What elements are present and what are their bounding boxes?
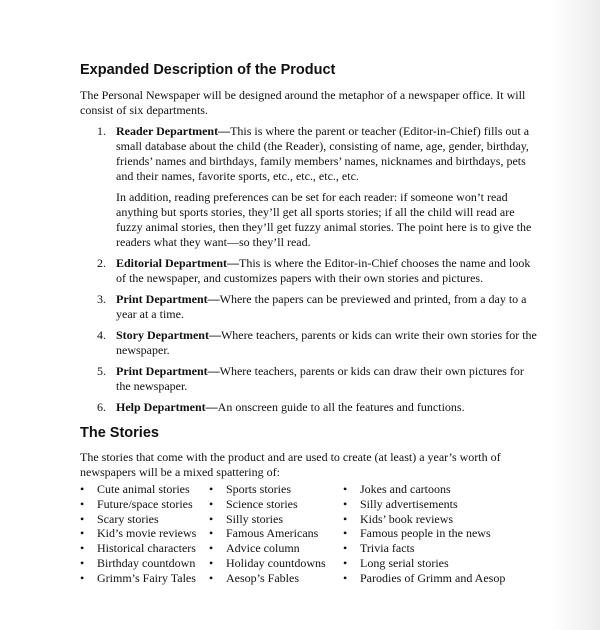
stories-column-3 [343,482,506,586]
story-label: Parodies of Grimm and Aesop [360,570,506,585]
story-item [80,571,209,586]
department-text: Where teachers, parents or kids can draw their own pictures for the newspaper. [116,364,524,393]
department-item [80,292,540,322]
story-item [80,497,209,512]
department-item [80,124,540,250]
departments-list [80,124,540,415]
story-label: Birthday countdown [97,555,196,570]
department-text: Where teachers, parents or kids can write their own stories for the newspaper. [116,328,537,357]
bullet-icon: • [343,555,348,570]
department-extra: In addition, reading preferences can be set for each reader: if someone won’t read anything but sports stories, they’ll get all sports stories; if all the child will read are fuzzy animal stories, then they’ll get fuzzy animal stories. The point here is to give the readers what they want—so they’ll read. [116,190,532,249]
department-text: This is where the parent or teacher (Editor-in-Chief) fills out a small database about the child (the Reader), consisting of name, age, gender, birthday, friends’ names and birthdays, family members’ names, nicknames and birthdays, pets and their names, favorite sports, etc., etc., etc., etc. [116,124,530,183]
department-title: Print Department— [116,364,220,378]
bullet-icon: • [209,482,214,496]
story-item [80,512,209,527]
department-number: 5. [97,364,106,378]
department-text: This is where the Editor-in-Chief chooses the name and look of the newspaper, and customizes papers with their own stories and pictures. [116,256,531,285]
story-label: Science stories [226,496,298,511]
stories-column-1 [80,482,209,586]
story-label: Historical characters [97,541,196,556]
stories-intro: The stories that come with the product and are used to create (at least) a year’s worth of newspapers will be a mixed spattering of: [80,450,501,479]
story-label: Long serial stories [360,555,449,570]
department-title: Story Department— [116,328,221,342]
section-heading-product: Expanded Description of the Product [80,62,336,78]
story-label: Advice column [226,541,300,556]
story-label: Famous people in the news [360,526,491,541]
department-item [80,400,540,415]
story-item [343,570,506,586]
story-label: Kid’s movie reviews [97,526,197,541]
story-label: Kids’ book reviews [360,511,454,526]
story-item [209,526,343,541]
bullet-icon: • [80,496,85,511]
bullet-icon: • [80,511,85,526]
department-text: Where the papers can be previewed and printed, from a day to a year at a time. [116,292,527,321]
story-label: Trivia facts [360,541,415,556]
bullet-icon: • [209,526,214,541]
stories-columns [80,482,540,586]
bullet-icon: • [80,482,85,496]
stories-column-2 [209,482,343,586]
story-item [343,556,503,571]
department-title: Help Department— [116,400,218,414]
department-item [80,364,540,394]
bullet-icon: • [209,555,214,570]
story-item [80,556,209,571]
story-label: Famous Americans [226,526,319,541]
bullet-icon: • [343,541,348,556]
bullet-icon: • [343,570,348,585]
bullet-icon: • [80,570,85,585]
department-title: Print Department— [116,292,220,306]
story-label: Sports stories [226,482,292,496]
story-label: Silly stories [226,511,284,526]
story-item [80,526,209,541]
story-item [209,571,343,586]
department-number: 6. [97,400,106,414]
story-item [343,497,503,512]
story-label: Holiday countdowns [226,555,326,570]
story-label: Jokes and cartoons [360,482,451,496]
product-intro: The Personal Newspaper will be designed around the metaphor of a newspaper office. It will consist of six departments. [80,88,526,117]
bullet-icon: • [343,496,348,511]
story-label: Silly advertisements [360,496,458,511]
department-number: 1. [97,124,106,138]
department-number: 4. [97,328,106,342]
department-item [80,328,540,358]
department-number: 3. [97,292,106,306]
story-label: Grimm’s Fairy Tales [97,570,196,585]
department-title: Editorial Department— [116,256,239,270]
story-item [343,526,503,541]
story-label: Scary stories [97,511,159,526]
bullet-icon: • [209,570,214,585]
bullet-icon: • [209,511,214,526]
story-item [343,541,503,556]
bullet-icon: • [343,526,348,541]
bullet-icon: • [80,526,85,541]
bullet-icon: • [343,511,348,526]
department-number: 2. [97,256,106,270]
department-text: An onscreen guide to all the features and functions. [217,400,465,414]
story-label: Aesop’s Fables [226,570,299,585]
bullet-icon: • [209,541,214,556]
story-item [209,512,343,527]
story-item [343,512,503,527]
bullet-icon: • [80,555,85,570]
section-heading-stories: The Stories [80,425,159,441]
story-item [209,541,343,556]
department-title: Reader Department— [116,124,231,138]
story-item [209,556,343,571]
story-item [343,482,503,497]
story-item [80,541,209,556]
story-item [80,482,209,497]
story-item [209,497,343,512]
story-item [209,482,343,497]
story-label: Future/space stories [97,496,193,511]
department-item [80,256,540,286]
bullet-icon: • [80,541,85,556]
bullet-icon: • [209,496,214,511]
bullet-icon: • [343,482,348,496]
story-label: Cute animal stories [97,482,190,496]
